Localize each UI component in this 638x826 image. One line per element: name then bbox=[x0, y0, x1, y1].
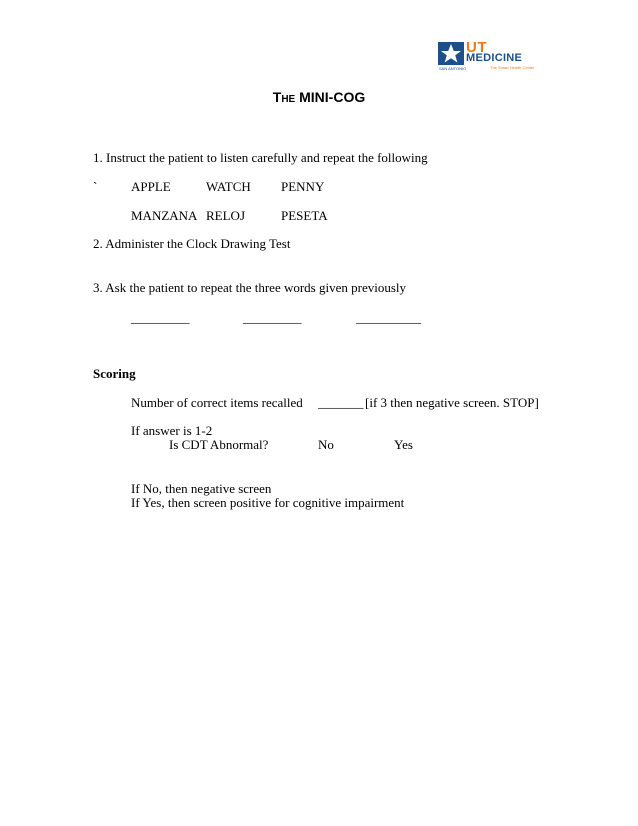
recall-blank-1: _________ bbox=[131, 310, 190, 325]
page-title: The MINI-COG bbox=[272, 89, 366, 105]
logo-subtext: SAN ANTONIO bbox=[439, 66, 467, 71]
cdt-question: Is CDT Abnormal? bbox=[169, 437, 269, 452]
logo-ut: UT bbox=[466, 39, 487, 56]
word-peseta: PESETA bbox=[281, 208, 328, 223]
ut-medicine-logo bbox=[438, 39, 538, 71]
backtick-mark: ` bbox=[93, 179, 98, 194]
if-yes-text: If Yes, then screen positive for cognitive impairment bbox=[131, 495, 405, 510]
cdt-option-yes: Yes bbox=[394, 437, 413, 452]
step-2-instruction: 2. Administer the Clock Drawing Test bbox=[93, 236, 291, 251]
recalled-blank: _______ bbox=[318, 395, 364, 410]
word-manzana: MANZANA bbox=[131, 208, 198, 223]
word-apple: APPLE bbox=[131, 179, 171, 194]
word-watch: WATCH bbox=[206, 179, 251, 194]
logo-tagline: The Smart Health Center bbox=[490, 65, 535, 70]
if-answer-text: If answer is 1-2 bbox=[131, 423, 213, 438]
if-no-text: If No, then negative screen bbox=[131, 481, 272, 496]
cdt-option-no: No bbox=[318, 437, 334, 452]
scoring-heading: Scoring bbox=[93, 366, 136, 381]
star-icon bbox=[438, 42, 464, 65]
recall-blank-3: __________ bbox=[356, 310, 421, 325]
step-1-instruction: 1. Instruct the patient to listen carefully and repeat the following bbox=[93, 150, 428, 165]
recalled-note: [if 3 then negative screen. STOP] bbox=[365, 395, 539, 410]
recalled-label: Number of correct items recalled bbox=[131, 395, 303, 410]
word-penny: PENNY bbox=[281, 179, 325, 194]
logo-medicine: MEDICINE bbox=[466, 52, 523, 64]
recall-blank-2: _________ bbox=[243, 310, 302, 325]
step-3-instruction: 3. Ask the patient to repeat the three words given previously bbox=[93, 280, 407, 295]
word-reloj: RELOJ bbox=[206, 208, 245, 223]
